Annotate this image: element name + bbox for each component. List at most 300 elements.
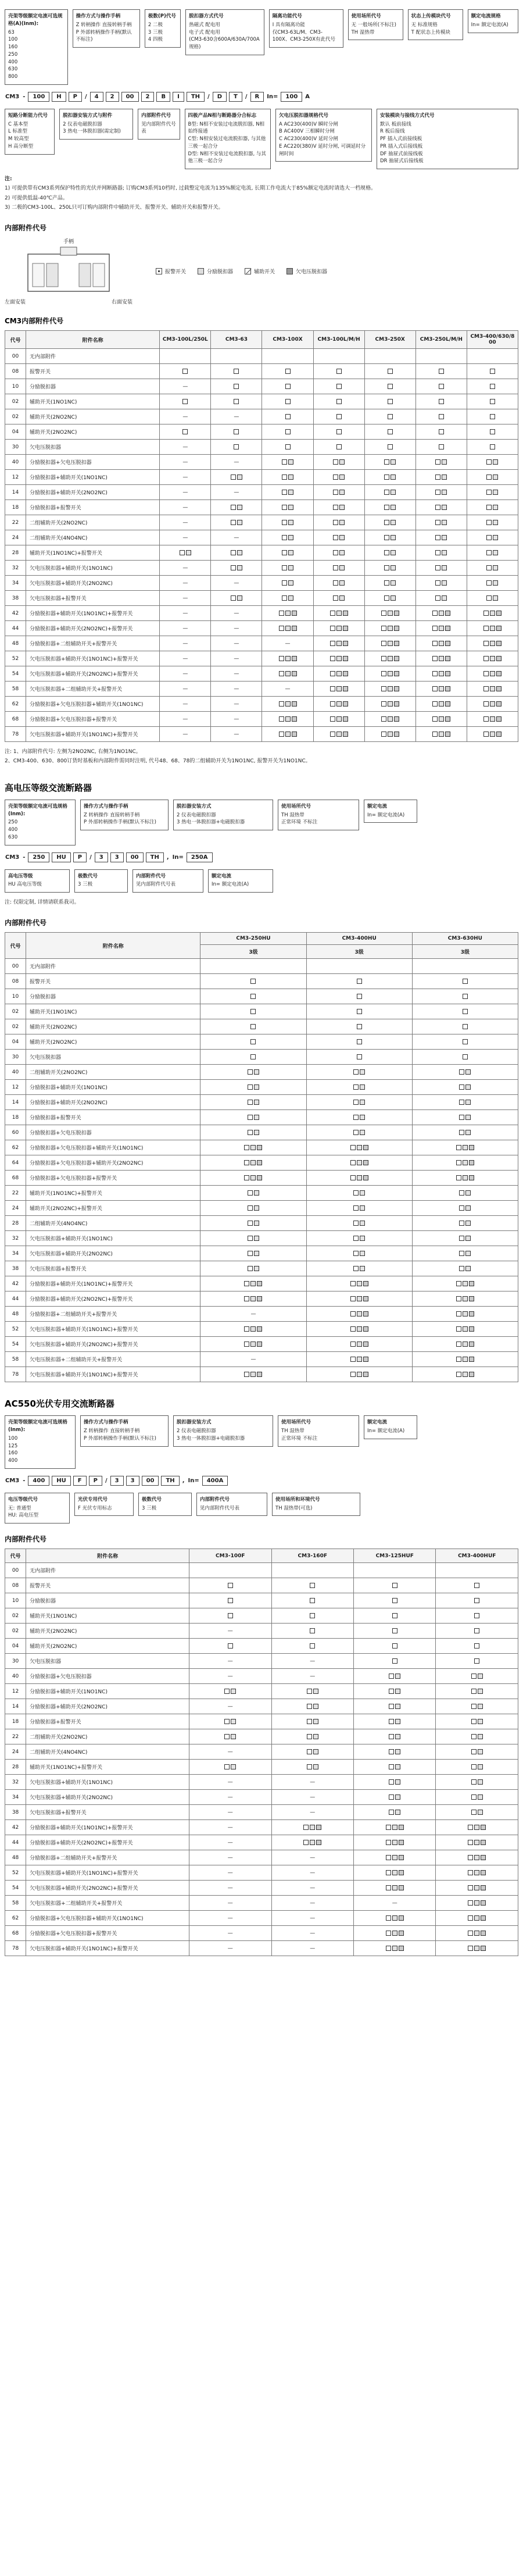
availability-cell	[354, 1865, 436, 1881]
accessory-unit-icon	[381, 656, 386, 661]
accessory-unit-icon	[391, 520, 396, 525]
accessory-unit-icon	[392, 1643, 397, 1649]
callout-line: 仅CM3-63L/M、CM3-100X、CM3-250X有此代号	[272, 29, 336, 43]
availability-cell	[415, 727, 467, 742]
accessory-unit-icon	[468, 1825, 473, 1830]
availability-cell	[436, 1881, 518, 1896]
accessory-unit-icon	[343, 716, 348, 722]
general-notes	[5, 175, 518, 212]
accessory-code-cell: 22	[5, 1729, 26, 1744]
accessory-unit-icon	[478, 1749, 483, 1754]
accessory-unit-icon	[310, 1583, 315, 1588]
accessory-name-cell: 二组辅助开关(4NO4NC)	[26, 1216, 200, 1231]
code-column-header: 代号	[5, 933, 26, 959]
model-segment-box: 250	[28, 852, 49, 862]
callout-line: 125	[8, 1443, 18, 1449]
undervoltage-release-icon	[286, 268, 293, 274]
availability-cell	[467, 576, 518, 591]
accessory-unit-icon	[386, 1915, 391, 1921]
availability-cell	[271, 1578, 353, 1593]
accessory-unit-icon	[384, 580, 389, 586]
callout-line: TH 湿热带	[281, 812, 305, 818]
availability-cell	[306, 1034, 412, 1050]
accessory-unit-icon	[478, 1719, 483, 1724]
callout-box	[468, 9, 518, 33]
accessory-code-cell: 12	[5, 470, 26, 485]
availability-cell	[467, 409, 518, 424]
accessory-code-cell: 38	[5, 1261, 26, 1276]
accessory-name-cell: 二组辅助开关(4NO4NC)	[26, 530, 160, 545]
accessory-name-cell: 分励脱扣器+二组辅助开关+报警开关	[26, 636, 160, 651]
accessory-unit-icon	[285, 701, 291, 707]
table-row	[5, 364, 518, 379]
table1-section	[5, 316, 518, 766]
accessory-unit-icon	[357, 1372, 362, 1377]
note-line: 2) 可提供低温-40℃产品。	[5, 195, 68, 201]
accessory-unit-icon	[481, 1946, 486, 1951]
accessory-unit-icon	[392, 1840, 397, 1845]
accessory-unit-icon	[285, 384, 291, 389]
accessory-unit-icon	[288, 535, 293, 540]
availability-cell	[200, 1004, 306, 1019]
table-row	[5, 1850, 518, 1865]
table-row	[5, 576, 518, 591]
availability-cell	[436, 1911, 518, 1926]
accessory-unit-icon	[339, 535, 345, 540]
accessory-code-cell: 10	[5, 1593, 26, 1608]
notes-list	[5, 184, 518, 212]
table-row	[5, 440, 518, 455]
accessory-unit-icon	[469, 1281, 474, 1286]
accessory-code-cell: 62	[5, 697, 26, 712]
accessory-name-cell: 欠电压脱扣器	[26, 440, 160, 455]
availability-cell	[415, 515, 467, 530]
availability-cell	[412, 1246, 518, 1261]
availability-cell	[412, 1095, 518, 1110]
accessory-name-cell: 欠电压脱扣器+辅助开关(1NO1NC)+报警开关	[26, 1865, 189, 1881]
accessory-code-cell: 38	[5, 1805, 26, 1820]
table-row	[5, 1352, 518, 1367]
callout-box	[80, 1415, 169, 1446]
accessory-unit-icon	[231, 505, 236, 510]
accessory-unit-icon	[435, 490, 440, 495]
accessory-unit-icon	[459, 1190, 464, 1196]
accessory-name-cell: 分励脱扣器+二组辅助开关+报警开关	[26, 1307, 200, 1322]
accessory-unit-icon	[363, 1357, 368, 1362]
accessory-unit-icon	[474, 1915, 479, 1921]
table-row	[5, 561, 518, 576]
accessory-unit-icon	[353, 1190, 359, 1196]
accessory-unit-icon	[486, 490, 492, 495]
accessory-name-cell: 辅助开关(1NO1NC)	[26, 1004, 200, 1019]
accessory-intro-section	[5, 223, 518, 305]
accessory-unit-icon	[486, 474, 492, 480]
accessory-unit-icon	[250, 1326, 256, 1332]
accessory-unit-icon	[394, 701, 399, 707]
callout-line: 默认 板前接线	[380, 121, 411, 127]
availability-cell	[415, 364, 467, 379]
accessory-name-cell: 无内部附件	[26, 1563, 189, 1578]
accessory-unit-icon	[248, 1236, 253, 1241]
accessory-unit-icon	[381, 641, 386, 646]
accessory-unit-icon	[307, 1764, 312, 1769]
accessory-unit-icon	[279, 732, 284, 737]
table-row	[5, 1095, 518, 1110]
table-row	[5, 1004, 518, 1019]
accessory-code-cell: 12	[5, 1080, 26, 1095]
accessory-unit-icon	[384, 535, 389, 540]
table-row	[5, 1110, 518, 1125]
accessory-unit-icon	[474, 1598, 479, 1603]
model-column-subheader: 3级	[306, 945, 412, 959]
accessory-unit-icon	[496, 701, 501, 707]
availability-cell	[436, 1654, 518, 1669]
accessory-unit-icon	[465, 1266, 471, 1271]
accessory-unit-icon	[292, 671, 297, 676]
callout-line: 见内部附件代号表	[200, 1505, 240, 1511]
accessory-code-cell: 02	[5, 1004, 26, 1019]
callout-line: 见内部附件代号表	[136, 882, 176, 888]
accessory-unit-icon	[456, 1357, 461, 1362]
availability-cell	[436, 1563, 518, 1578]
accessory-unit-icon	[483, 686, 489, 691]
availability-cell	[313, 561, 364, 576]
accessory-unit-icon	[439, 686, 444, 691]
accessory-unit-icon	[471, 1764, 477, 1769]
accessory-unit-icon	[435, 520, 440, 525]
availability-cell: —	[271, 1669, 353, 1684]
availability-cell	[160, 349, 211, 364]
model-segment-box: 00	[126, 852, 144, 862]
accessory-unit-icon	[234, 384, 239, 389]
accessory-unit-icon	[465, 1084, 471, 1090]
model-column-header: CM3-630HU	[412, 933, 518, 945]
note-line: 2、CM3-400、630、800订货时基板和内部附件需同时注明, 代号48、68、78的二组辅助开关为1NO1NC, 报警开关为1NO1NC。	[5, 758, 311, 765]
accessory-unit-icon	[360, 1221, 365, 1226]
accessory-code-cell: 02	[5, 409, 26, 424]
accessory-code-cell: 54	[5, 666, 26, 682]
model-column-header: CM3-100X	[262, 331, 313, 349]
accessory-unit-icon	[310, 1840, 315, 1845]
model-segment-box: P	[89, 1476, 102, 1486]
accessory-code-cell: 64	[5, 1155, 26, 1171]
availability-cell	[412, 1080, 518, 1095]
table-row	[5, 1790, 518, 1805]
accessory-name-cell: 欠电压脱扣器	[26, 1654, 189, 1669]
availability-cell	[306, 1231, 412, 1246]
availability-cell	[436, 1744, 518, 1760]
model-segment-box: F	[73, 1476, 87, 1486]
availability-cell: —	[211, 666, 262, 682]
callout-line: C 基本型	[8, 121, 28, 127]
availability-cell	[412, 1307, 518, 1322]
accessory-legend	[156, 267, 339, 275]
accessory-unit-icon	[339, 490, 345, 495]
model-column-subheader: 3级	[200, 945, 306, 959]
accessory-unit-icon	[330, 732, 335, 737]
model-segment-box: D	[213, 92, 227, 102]
model-separator: A	[305, 93, 310, 100]
accessory-unit-icon	[336, 369, 342, 374]
availability-cell	[415, 561, 467, 576]
availability-cell: —	[160, 651, 211, 666]
accessory-unit-icon	[459, 1221, 464, 1226]
accessory-name-cell: 分励脱扣器+辅助开关(1NO1NC)+报警开关	[26, 1276, 200, 1291]
table-row	[5, 1322, 518, 1337]
accessory-unit-icon	[392, 1885, 397, 1890]
callout-title: 壳架等级额定电流可选规格(Inm):	[8, 803, 68, 817]
availability-cell: —	[189, 1941, 271, 1956]
accessory-name-cell: 欠电压脱扣器+辅助开关(2NO2NC)+报警开关	[26, 1881, 189, 1896]
availability-cell	[412, 1140, 518, 1155]
availability-cell	[313, 424, 364, 440]
accessory-code-cell: 68	[5, 1926, 26, 1941]
accessory-unit-icon	[399, 1825, 404, 1830]
accessory-unit-icon	[490, 732, 495, 737]
model-segment-box: 100	[281, 92, 302, 102]
availability-cell: —	[211, 621, 262, 636]
availability-cell	[271, 1729, 353, 1744]
accessory-unit-icon	[469, 1357, 474, 1362]
accessory-name-cell: 分励脱扣器+辅助开关(2NO2NC)	[26, 1699, 189, 1714]
accessory-unit-icon	[231, 1734, 236, 1739]
hv-heading: 高电压等级交流断路器	[5, 782, 92, 793]
accessory-unit-icon	[392, 1583, 397, 1588]
availability-cell	[313, 455, 364, 470]
callout-title: 欠电压脱扣器规格代号	[279, 112, 329, 119]
availability-cell	[211, 545, 262, 561]
accessory-unit-icon	[254, 1236, 259, 1241]
availability-cell	[364, 440, 415, 455]
availability-cell	[467, 621, 518, 636]
accessory-unit-icon	[394, 671, 399, 676]
accessory-unit-icon	[394, 641, 399, 646]
accessory-code-cell: 58	[5, 1896, 26, 1911]
availability-cell	[200, 1065, 306, 1080]
availability-cell	[313, 621, 364, 636]
availability-cell	[200, 1246, 306, 1261]
accessory-unit-icon	[469, 1160, 474, 1165]
model-segment-box: TH	[187, 92, 205, 102]
accessory-unit-icon	[392, 1946, 397, 1951]
accessory-code-cell: 24	[5, 530, 26, 545]
table-row	[5, 1201, 518, 1216]
accessory-unit-icon	[282, 520, 287, 525]
table-row	[5, 651, 518, 666]
accessory-unit-icon	[343, 626, 348, 631]
availability-cell	[160, 424, 211, 440]
accessory-unit-icon	[244, 1326, 249, 1332]
availability-cell	[262, 379, 313, 394]
accessory-unit-icon	[386, 1870, 391, 1875]
availability-cell	[354, 1760, 436, 1775]
accessory-unit-icon	[463, 1326, 468, 1332]
accessory-unit-icon	[493, 490, 498, 495]
model-segment-box: 4	[90, 92, 103, 102]
availability-cell: —	[271, 1926, 353, 1941]
accessory-name-cell: 分励脱扣器+报警开关	[26, 1110, 200, 1125]
accessory-unit-icon	[391, 535, 396, 540]
accessory-unit-icon	[381, 671, 386, 676]
accessory-unit-icon	[486, 565, 492, 570]
accessory-unit-icon	[490, 414, 495, 419]
accessory-name-cell: 辅助开关(2NO2NC)	[26, 1624, 189, 1639]
accessory-unit-icon	[459, 1205, 464, 1211]
callout-line: TH 湿热带	[351, 29, 375, 35]
accessory-unit-icon	[285, 429, 291, 434]
callout-box	[132, 869, 203, 893]
accessory-unit-icon	[316, 1825, 321, 1830]
callout-line: I 具有隔离功能	[272, 22, 305, 28]
accessory-code-cell: 12	[5, 1684, 26, 1699]
availability-cell	[160, 545, 211, 561]
accessory-unit-icon	[439, 626, 444, 631]
accessory-name-cell: 辅助开关(2NO2NC)+报警开关	[26, 1201, 200, 1216]
accessory-name-cell: 辅助开关(2NO2NC)	[26, 409, 160, 424]
accessory-unit-icon	[333, 520, 338, 525]
table-row	[5, 1080, 518, 1095]
accessory-unit-icon	[490, 626, 495, 631]
accessory-name-cell: 欠电压脱扣器+报警开关	[26, 591, 160, 606]
model-segment-box: 3	[110, 852, 124, 862]
accessory-name-cell: 分励脱扣器+报警开关	[26, 1714, 189, 1729]
accessory-name-cell: 辅助开关(1NO1NC)	[26, 1608, 189, 1624]
accessory-name-cell: 辅助开关(2NO2NC)	[26, 1019, 200, 1034]
accessory-unit-icon	[386, 1885, 391, 1890]
accessory-unit-icon	[357, 1326, 362, 1332]
availability-cell: —	[189, 1926, 271, 1941]
accessory-unit-icon	[432, 626, 438, 631]
model-column-subheader: 3级	[412, 945, 518, 959]
accessory-unit-icon	[288, 565, 293, 570]
table-row	[5, 1050, 518, 1065]
accessory-unit-icon	[257, 1160, 262, 1165]
availability-cell: —	[160, 409, 211, 424]
accessory-unit-icon	[463, 994, 468, 999]
accessory-name-cell: 无内部附件	[26, 959, 200, 974]
accessory-unit-icon	[463, 1341, 468, 1347]
callout-line: Z 转柄操作 直接转柄手柄	[84, 812, 140, 818]
pv-model-code	[5, 1476, 518, 1486]
accessory-unit-icon	[435, 459, 440, 465]
accessory-unit-icon	[463, 1009, 468, 1014]
availability-cell	[412, 1171, 518, 1186]
accessory-unit-icon	[279, 656, 284, 661]
model-column-header: CM3-160F	[271, 1549, 353, 1563]
hv-section	[5, 782, 518, 1383]
callout-line: 250	[8, 819, 18, 826]
accessory-unit-icon	[182, 429, 188, 434]
accessory-unit-icon	[254, 1130, 259, 1135]
accessory-unit-icon	[357, 1311, 362, 1316]
availability-cell	[211, 394, 262, 409]
accessory-table	[5, 932, 518, 1382]
accessory-name-cell: 无内部附件	[26, 349, 160, 364]
accessory-unit-icon	[339, 474, 345, 480]
legend-item	[245, 267, 275, 275]
accessory-code-cell: 18	[5, 500, 26, 515]
availability-cell: —	[271, 1850, 353, 1865]
availability-cell: —	[271, 1941, 353, 1956]
accessory-name-cell: 辅助开关(1NO1NC)+报警开关	[26, 1760, 189, 1775]
accessory-unit-icon	[395, 1810, 400, 1815]
accessory-unit-icon	[228, 1643, 233, 1649]
accessory-unit-icon	[353, 1084, 359, 1090]
accessory-unit-icon	[363, 1175, 368, 1180]
accessory-unit-icon	[360, 1084, 365, 1090]
callout-box	[272, 1493, 360, 1517]
callout-box	[408, 9, 463, 40]
accessory-name-cell: 分励脱扣器+欠电压脱扣器	[26, 1669, 189, 1684]
availability-cell	[364, 621, 415, 636]
accessory-name-cell: 分励脱扣器+欠电压脱扣器	[26, 455, 160, 470]
table1-notes	[5, 748, 518, 766]
accessory-unit-icon	[384, 459, 389, 465]
accessory-unit-icon	[490, 444, 495, 449]
accessory-unit-icon	[388, 656, 393, 661]
accessory-unit-icon	[493, 580, 498, 586]
accessory-code-cell: 78	[5, 727, 26, 742]
accessory-unit-icon	[282, 474, 287, 480]
ordering1-top-callouts	[5, 9, 518, 85]
availability-cell: —	[211, 455, 262, 470]
accessory-unit-icon	[248, 1221, 253, 1226]
accessory-code-cell: 48	[5, 636, 26, 651]
accessory-unit-icon	[254, 1205, 259, 1211]
accessory-unit-icon	[439, 399, 444, 404]
accessory-code-cell: 42	[5, 1276, 26, 1291]
accessory-unit-icon	[445, 701, 450, 707]
callout-line: HU: 高电压型	[8, 1512, 39, 1519]
accessory-unit-icon	[394, 716, 399, 722]
table1-container	[5, 330, 518, 742]
model-column-header: CM3-100F	[189, 1549, 271, 1563]
accessory-unit-icon	[463, 1175, 468, 1180]
availability-cell	[412, 989, 518, 1004]
accessory-unit-icon	[231, 595, 236, 601]
availability-cell	[200, 1050, 306, 1065]
table-row	[5, 974, 518, 989]
accessory-unit-icon	[360, 1205, 365, 1211]
callout-line: 见内部附件代号表	[141, 121, 176, 135]
table-row	[5, 1337, 518, 1352]
accessory-unit-icon	[250, 1175, 256, 1180]
availability-cell	[306, 1155, 412, 1171]
accessory-unit-icon	[307, 1734, 312, 1739]
table3-container	[5, 1549, 518, 1956]
accessory-unit-icon	[353, 1115, 359, 1120]
model-segment-box: HU	[52, 852, 71, 862]
availability-cell	[415, 591, 467, 606]
accessory-unit-icon	[474, 1643, 479, 1649]
availability-cell	[467, 379, 518, 394]
availability-cell	[271, 1835, 353, 1850]
availability-cell: —	[189, 1911, 271, 1926]
table-row	[5, 530, 518, 545]
accessory-unit-icon	[282, 505, 287, 510]
accessory-diagram-row	[5, 237, 518, 305]
accessory-unit-icon	[360, 1251, 365, 1256]
callout-box	[74, 1493, 134, 1517]
accessory-unit-icon	[303, 1840, 309, 1845]
accessory-unit-icon	[395, 1749, 400, 1754]
callout-box	[348, 9, 403, 40]
table-row	[5, 1669, 518, 1684]
availability-cell	[415, 666, 467, 682]
accessory-name-cell: 欠电压脱扣器+辅助开关(1NO1NC)+报警开关	[26, 1941, 189, 1956]
availability-cell	[436, 1820, 518, 1835]
table-row	[5, 515, 518, 530]
